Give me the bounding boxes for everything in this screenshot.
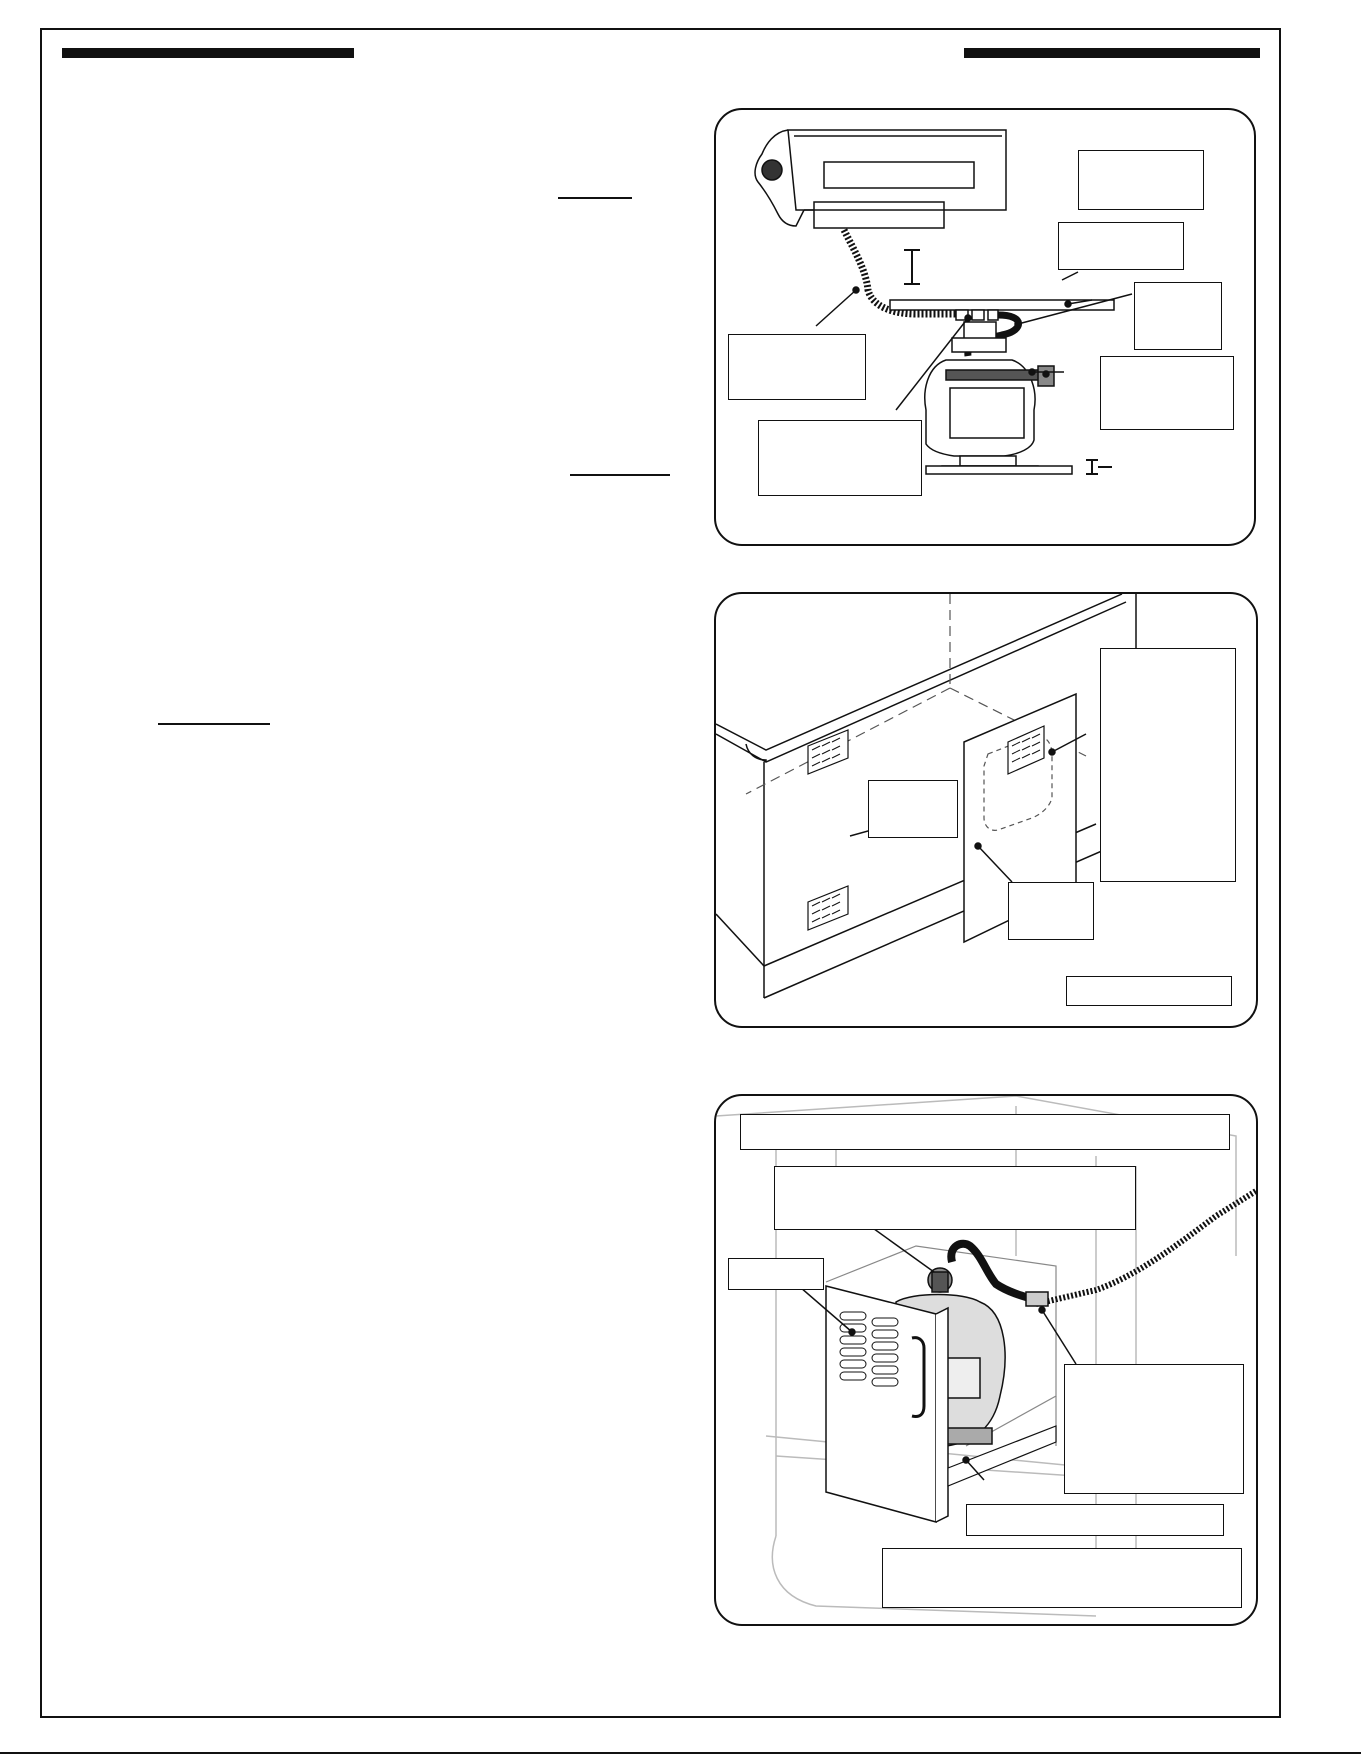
dimension-mark-1 (904, 250, 920, 284)
fig2-callout-2 (868, 780, 958, 838)
fig1-callout-6 (758, 420, 922, 496)
fig3-callout-2 (774, 1166, 1136, 1230)
fig3-callout-6 (882, 1548, 1242, 1608)
page-bottom-rule (0, 1752, 1361, 1754)
header-left-bar (62, 48, 354, 58)
figure-3-panel (714, 1094, 1258, 1626)
fig1-callout-5 (728, 334, 866, 400)
propane-tank (925, 322, 1054, 472)
dimension-mark-2 (1086, 460, 1112, 474)
figure-1-panel (714, 108, 1256, 546)
fig1-callout-4 (1100, 356, 1234, 430)
figure-2-panel (714, 592, 1258, 1028)
fig3-callout-1 (740, 1114, 1230, 1150)
regulator-fitting (956, 310, 998, 320)
text-underline-1 (558, 197, 632, 199)
fig3-callout-4 (1064, 1364, 1244, 1494)
fig1-callout-3 (1134, 282, 1222, 350)
header-right-bar (964, 48, 1260, 58)
fig1-callout-2 (1058, 222, 1184, 270)
fig3-callout-3 (728, 1258, 824, 1290)
fig1-callout-1 (1078, 150, 1204, 210)
cabinet-door (826, 1286, 948, 1522)
fig2-callout-1 (1100, 648, 1236, 882)
pigtail-hose (951, 1244, 1036, 1300)
fig2-callout-3 (1008, 882, 1094, 940)
floor-base (926, 466, 1072, 474)
grill-head-illustration (755, 130, 1006, 228)
body-text-column (62, 80, 682, 1680)
text-underline-3 (158, 723, 270, 725)
fig2-callout-4 (1066, 976, 1232, 1006)
fig3-callout-5 (966, 1504, 1224, 1536)
hose-fitting (1026, 1292, 1048, 1306)
text-underline-2 (570, 474, 670, 476)
